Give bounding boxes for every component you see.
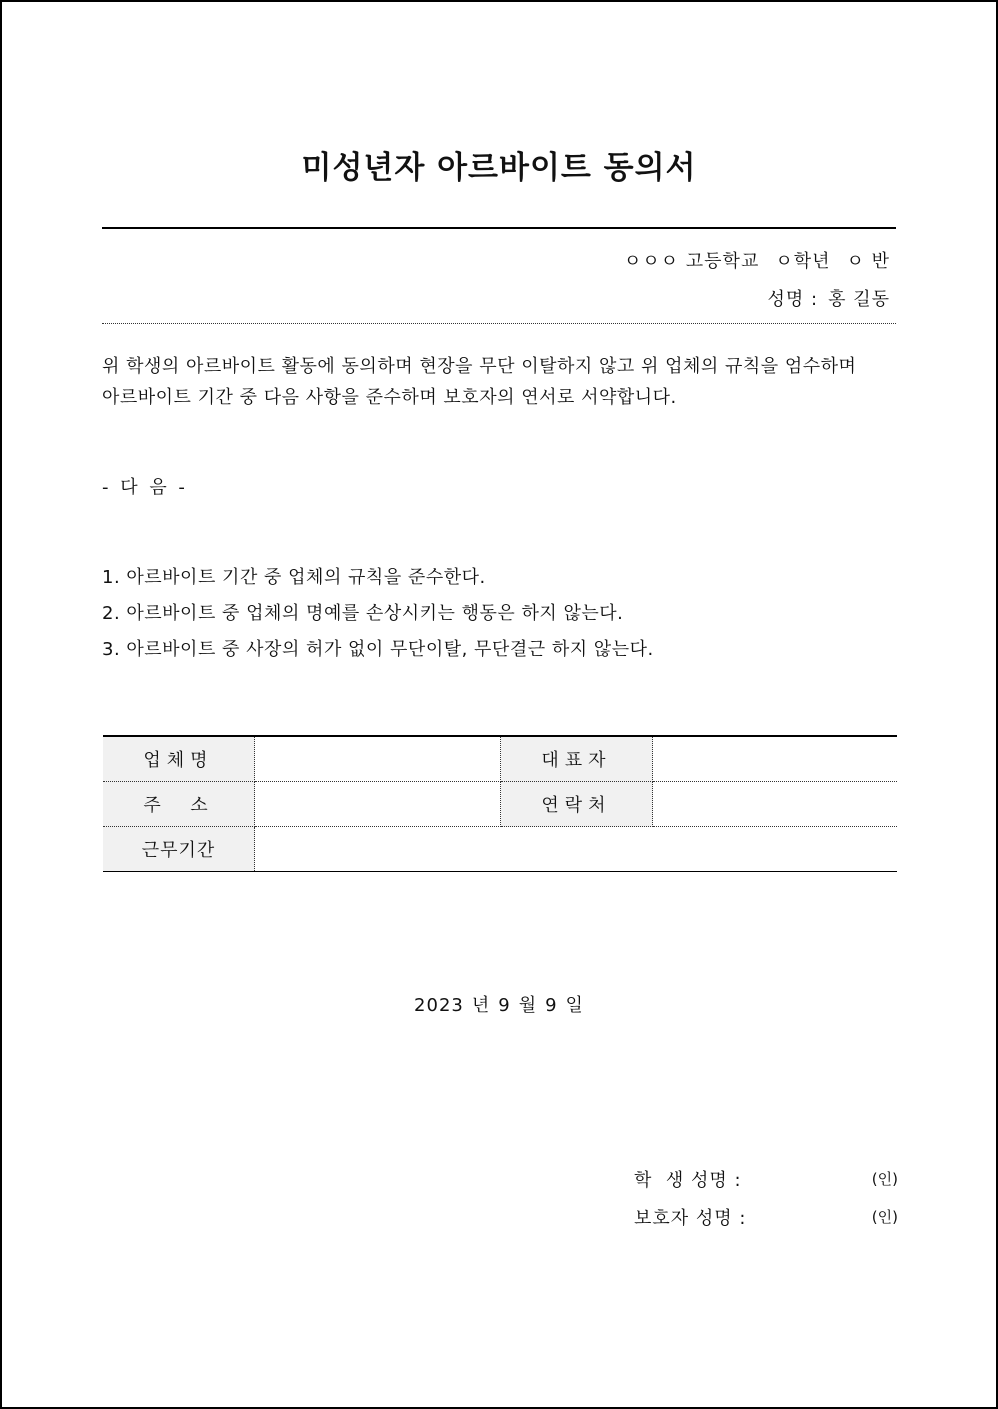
date-day-unit: 일 <box>565 995 584 1016</box>
header-dotted-divider <box>102 323 896 324</box>
address-field[interactable] <box>255 782 501 827</box>
contact-field[interactable] <box>653 782 898 827</box>
rule-item: 3. 아르바이트 중 사장의 허가 없이 무단이탈, 무단결근 하지 않는다. <box>102 639 654 660</box>
date-day: 9 <box>545 995 558 1016</box>
student-seal-mark: (인) <box>871 1170 898 1188</box>
student-signature-label: 학 생 성명 : <box>634 1170 742 1191</box>
workplace-info-table <box>103 735 897 872</box>
company-name-label: 업체명 <box>103 736 255 782</box>
date-month-unit: 월 <box>518 995 538 1016</box>
grade: ㅇ학년 <box>775 251 831 272</box>
representative-field[interactable] <box>653 736 898 782</box>
name-label: 성명 : <box>767 289 819 310</box>
date-month: 9 <box>498 995 511 1016</box>
company-name-field[interactable] <box>255 736 501 782</box>
date-year-unit: 년 <box>471 995 491 1016</box>
work-period-field[interactable] <box>255 827 898 872</box>
title-divider <box>102 227 896 229</box>
rule-item: 2. 아르바이트 중 업체의 명예를 손상시키는 행동은 하지 않는다. <box>102 603 624 624</box>
rule-item: 1. 아르바이트 기간 중 업체의 규칙을 준수한다. <box>102 567 486 588</box>
class-number: ㅇ 반 <box>846 251 890 272</box>
consent-statement <box>102 351 902 413</box>
student-name: 홍 길동 <box>828 289 890 310</box>
student-name-line <box>768 285 890 311</box>
table-row <box>103 827 897 872</box>
consent-line-2: 아르바이트 기간 중 다음 사항을 준수하며 보호자의 연서로 서약합니다. <box>102 387 677 408</box>
school-name: ㅇㅇㅇ 고등학교 <box>623 251 760 272</box>
address-label: 주 소 <box>103 782 255 827</box>
guardian-signature-line[interactable] <box>622 1204 902 1232</box>
date-year: 2023 <box>414 995 464 1016</box>
contact-label: 연락처 <box>501 782 653 827</box>
consent-line-1: 위 학생의 아르바이트 활동에 동의하며 현장을 무단 이탈하지 않고 위 업체의 규칙을 엄수하며 <box>102 356 857 377</box>
work-period-label: 근무기간 <box>103 827 255 872</box>
guardian-seal-mark: (인) <box>871 1208 898 1226</box>
table-row <box>103 782 897 827</box>
signing-date <box>2 991 996 1017</box>
student-school-line <box>624 247 890 273</box>
guardian-signature-label: 보호자 성명 : <box>634 1208 747 1229</box>
following-heading: - 다 음 - <box>102 477 188 498</box>
rules-list <box>102 560 902 668</box>
table-row <box>103 736 897 782</box>
document-title: 미성년자 아르바이트 동의서 <box>301 150 697 186</box>
student-signature-line[interactable] <box>622 1166 902 1194</box>
representative-label: 대표자 <box>501 736 653 782</box>
